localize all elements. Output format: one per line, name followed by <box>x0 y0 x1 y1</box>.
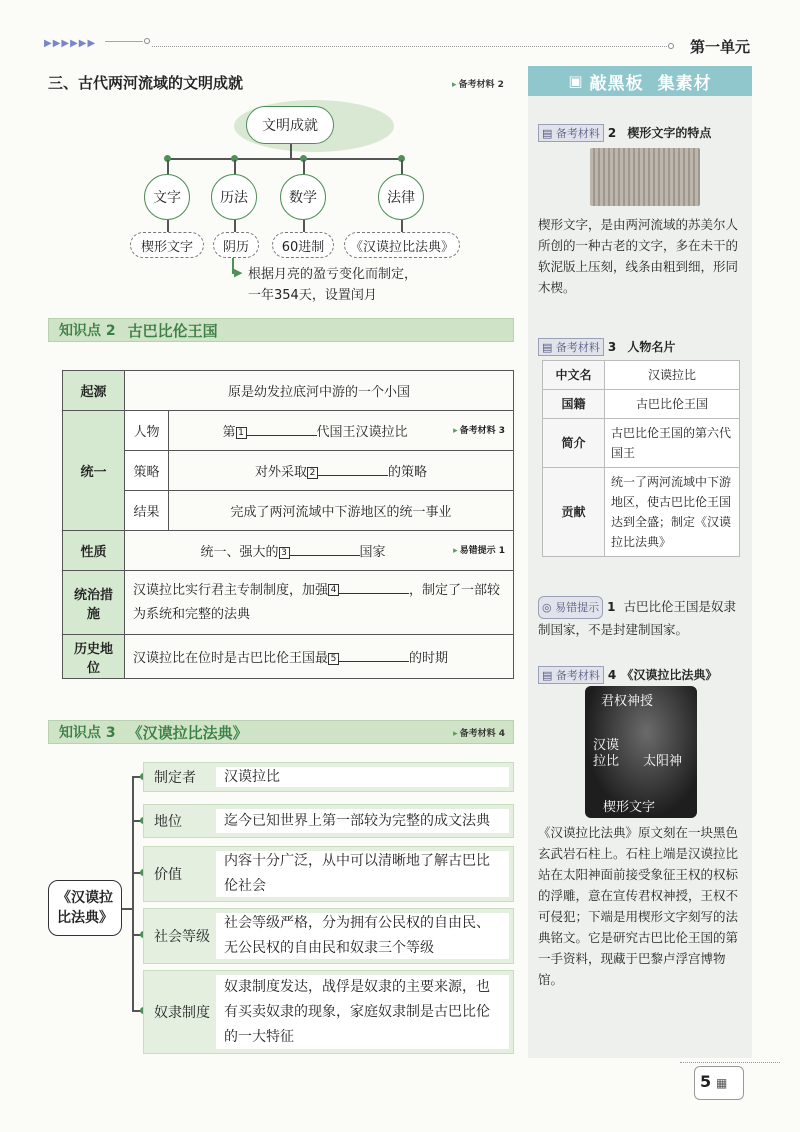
kp2-title: 古巴比伦王国 <box>127 321 218 340</box>
connector <box>401 160 403 174</box>
book-icon: ▦ <box>716 1076 728 1090</box>
sidebar-teacher-icon: ▣ <box>568 72 584 90</box>
nature-label: 性质 <box>63 531 125 571</box>
doc-icon: ▤ <box>542 341 553 354</box>
tree-connector <box>122 908 132 910</box>
detail-cuneiform: 楔形文字 <box>130 232 204 258</box>
note-arrow-icon: ▶ <box>234 266 243 279</box>
connector <box>303 220 305 232</box>
origin-label: 起源 <box>63 371 125 411</box>
kp3-title: 《汉谟拉比法典》 <box>127 723 248 742</box>
node-math: 数学 <box>280 174 326 220</box>
fill-blank[interactable] <box>247 422 317 436</box>
node-writing: 文字 <box>144 174 190 220</box>
code-root: 《汉谟拉 比法典》 <box>48 880 122 936</box>
blank-number: 1 <box>236 427 247 439</box>
connector <box>290 144 292 158</box>
material-4-text: 《汉谟拉比法典》原文刻在一块黑色玄武岩石柱上。石柱上端是汉谟拉比站在太阳神面前接受象征王权的权标的浮雕，意在宣传君权神授，王权不可侵犯；下端是用楔形文字刻写的法典铭文。它是研究古巴比伦王国的第一手资料，现藏于巴黎卢浮宫博物馆。 <box>538 825 739 987</box>
item-social: 社会等级 社会等级严格，分为拥有公民权的自由民、无公民权的自由民和奴隶三个等级 <box>143 908 514 964</box>
unit-title: 第一单元 <box>690 38 751 56</box>
connector <box>167 220 169 232</box>
strategy-label: 策略 <box>125 451 169 491</box>
person-card: 中文名 汉谟拉比 国籍 古巴比伦王国 简介 古巴比伦王国的第六代国王 贡献 统一了两河流域中下游地区，使古巴比伦王国达到全盛；制定《汉谟拉比法典》 <box>542 360 740 557</box>
item-slavery: 奴隶制度 奴隶制度发达，战俘是奴隶的主要来源，也有买卖奴隶的现象，家庭奴隶制是古巴比伦的一大特征 <box>143 970 514 1054</box>
connector <box>167 160 169 174</box>
material-2-text: 楔形文字，是由两河流域的苏美尔人所创的一种古老的文字，多在未干的软泥版上压刻，线条由粗到细，形同木楔。 <box>538 217 739 295</box>
doc-icon: ▤ <box>542 669 553 682</box>
kp3-tag: 知识点 3 <box>59 725 116 741</box>
fill-blank[interactable] <box>290 542 360 556</box>
ref-tag: ▸ 备考材料 2 <box>452 77 504 90</box>
item-status: 地位 迄今已知世界上第一部较为完整的成文法典 <box>143 804 514 838</box>
blank-number: 2 <box>307 467 318 479</box>
detail-code: 《汉谟拉比法典》 <box>344 232 460 258</box>
kp3-banner <box>48 720 514 744</box>
result-value: 完成了两河流域中下游地区的统一事业 <box>169 491 514 531</box>
node-calendar: 历法 <box>211 174 257 220</box>
person-value: 第 1 代国王汉谟拉比 ▸ 备考材料 3 <box>169 411 514 451</box>
kp2-tag: 知识点 2 <box>59 323 116 339</box>
footer-rule <box>680 1062 780 1063</box>
unify-label: 统一 <box>63 411 125 531</box>
status-value: 汉谟拉比在位时是古巴比伦王国最 5 的时期 <box>125 635 514 679</box>
status-label: 历史地位 <box>63 635 125 679</box>
connector <box>401 220 403 232</box>
item-maker: 制定者 汉谟拉比 <box>143 762 514 792</box>
blank-number: 5 <box>328 653 339 665</box>
blank-number: 4 <box>328 584 339 596</box>
doc-icon: ▤ <box>542 127 553 140</box>
detail-base60: 60进制 <box>272 232 334 258</box>
sidebar-header: ▣ 敲黑板 集素材 <box>528 66 752 96</box>
strategy-value: 对外采取 2 的策略 <box>169 451 514 491</box>
rule-value: 汉谟拉比实行君主专制制度，加强 4 ，制定了一部较为系统和完整的法典 <box>125 571 514 635</box>
item-value: 价值 内容十分广泛，从中可以清晰地了解古巴比伦社会 <box>143 846 514 902</box>
origin-value: 原是幼发拉底河中游的一个小国 <box>125 371 514 411</box>
tree-spine <box>132 776 134 1012</box>
node-law: 法律 <box>378 174 424 220</box>
mindmap-root: 文明成就 <box>246 106 334 144</box>
tip-1: ◎ 易错提示 1 古巴比伦王国是奴隶制国家，不是封建制国家。 <box>538 596 743 640</box>
connector <box>303 160 305 174</box>
rule-label: 统治措施 <box>63 571 125 635</box>
person-label: 人物 <box>125 411 169 451</box>
connector <box>234 220 236 232</box>
detail-lunar: 阴历 <box>213 232 259 258</box>
header-dotted-rule <box>152 46 667 47</box>
nature-value: 统一、强大的 3 国家 ▸ 易错提示 1 <box>125 531 514 571</box>
material-3: ▤ 备考材料 3 人物名片 <box>538 336 748 356</box>
page-number: 5 <box>700 1072 712 1091</box>
header-dot <box>144 38 150 44</box>
person-ref: ▸ 备考材料 3 <box>453 423 505 436</box>
stele-photo: 君权神授 汉谟拉比 太阳神 楔形文字 <box>585 686 697 818</box>
fill-blank[interactable] <box>339 580 409 594</box>
kp2-banner <box>48 318 514 342</box>
connector <box>167 158 402 160</box>
blank-number: 3 <box>279 547 290 559</box>
header-rule <box>105 41 143 42</box>
alert-icon: ◎ <box>542 601 552 614</box>
nature-tip: ▸ 易错提示 1 <box>453 543 505 556</box>
material-2: ▤ 备考材料 2 楔形文字的特点 <box>538 122 748 142</box>
kp2-table <box>62 370 514 679</box>
fill-blank[interactable] <box>339 648 409 662</box>
connector <box>234 160 236 174</box>
calendar-note: 根据月亮的盈亏变化而制定， 一年354天，设置闰月 <box>248 267 418 303</box>
section-title: 三、古代两河流域的文明成就 <box>48 74 244 92</box>
fill-blank[interactable] <box>318 462 388 476</box>
header-dot <box>668 43 674 49</box>
cuneiform-photo <box>590 148 700 206</box>
material-4: ▤ 备考材料 4 《汉谟拉比法典》 <box>538 664 748 684</box>
result-label: 结果 <box>125 491 169 531</box>
header-arrows: ▶▶▶▶▶▶ <box>44 38 97 49</box>
kp3-ref: ▸ 备考材料 4 <box>453 726 505 739</box>
